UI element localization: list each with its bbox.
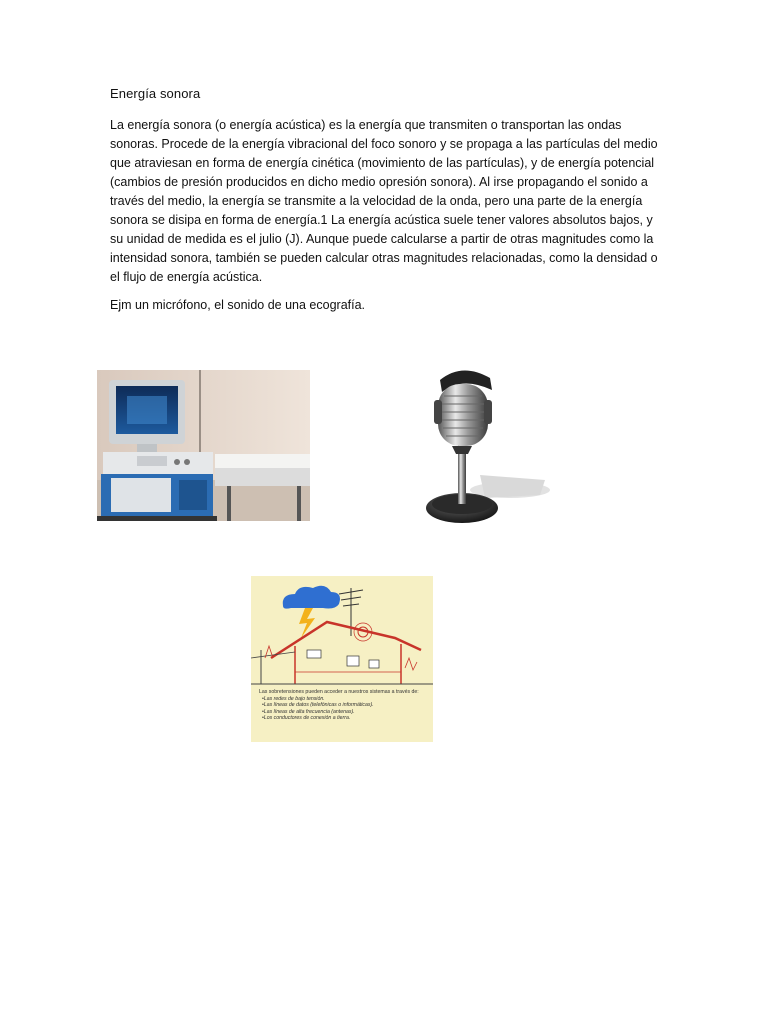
overvoltage-diagram	[251, 576, 433, 742]
diagram-caption-intro: Las sobretensiones pueden acceder a nuestros sistemas a través de:	[259, 689, 419, 695]
diagram-caption	[259, 689, 427, 722]
document-heading: Energía sonora	[110, 86, 201, 101]
vintage-microphone-icon	[410, 360, 560, 530]
body-paragraph: La energía sonora (o energía acústica) es la energía que transmiten o transportan las ondas sonoras. Procede de la energía vibracional del foco sonoro y se propaga a las partículas del medio que atraviesan en forma de energía cinética (movimiento de las partículas), y de energía potencial (cambios de presión producidos en dicho medio opresión sonora). Al irse propagando el sonido a través del medio, la energía se transmite a la velocidad de la onda, pero una parte de la energía sonora se disipa en forma de energía.1 La energía acústica suele tener valores absolutos bajos, y su unidad de medida es el julio (J). Aunque puede calcularse a partir de otras magnitudes como la intensidad sonora, también se pueden calcular otras magnitudes relacionadas, como la densidad o el flujo de energía acústica.	[110, 118, 658, 284]
diagram-caption-item: •Las líneas de alta frecuencia (antenas).	[262, 708, 355, 715]
diagram-caption-item: •Las redes de bajo tensión.	[262, 695, 325, 702]
example-paragraph: Ejm un micrófono, el sonido de una ecografía.	[110, 298, 366, 312]
diagram-caption-item: •Las líneas de datos (telefónicas o informáticas).	[262, 702, 374, 709]
diagram-caption-item: •Los conductores de conexión a tierra.	[262, 715, 351, 722]
ultrasound-machine-photo	[97, 370, 310, 521]
